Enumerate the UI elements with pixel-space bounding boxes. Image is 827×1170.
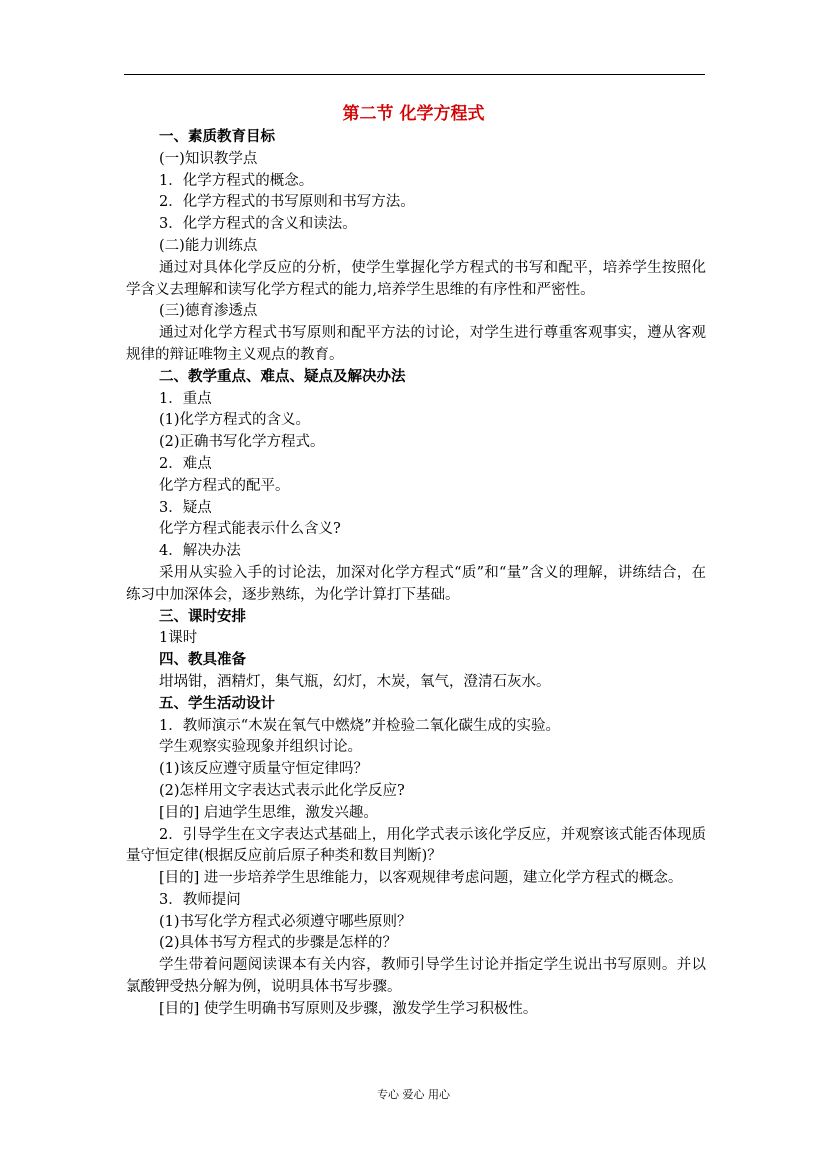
text-line: [目的] 使学生明确书写原则及步骤，激发学生学习积极性。 — [159, 1000, 538, 1017]
text-line: 3．教师提问 — [159, 891, 241, 908]
text-line: 坩埚钳，酒精灯，集气瓶，幻灯，木炭，氧气，澄清石灰水。 — [159, 673, 551, 690]
text-line: (2)具体书写方程式的步骤是怎样的？ — [159, 935, 398, 952]
text-line: 1课时 — [159, 630, 198, 647]
text-line: 化学方程式能表示什么含义? — [159, 521, 341, 538]
page-footer: 专心 爱心 用心 — [377, 1088, 450, 1101]
text-line: 3．化学方程式的含义和读法。 — [159, 216, 357, 233]
text-line: (1)化学方程式的含义。 — [159, 412, 311, 429]
text-line: 学生观察实验现象并组织讨论。 — [159, 739, 362, 756]
text-line: (二)能力训练点 — [159, 237, 258, 254]
text-line: 1．化学方程式的概念。 — [159, 172, 314, 189]
text-line: [目的] 启迪学生思维，激发兴趣。 — [159, 804, 378, 821]
text-line: (1)书写化学方程式必须遵守哪些原则？ — [159, 913, 412, 930]
text-line: 1．教师演示“木炭在氧气中燃烧”并检验二氧化碳生成的实验。 — [159, 717, 561, 734]
section-heading: 四、教具准备 — [159, 652, 246, 669]
section-heading: 二、教学重点、难点、疑点及解决办法 — [159, 368, 406, 385]
text-line: 学生带着问题阅读课本有关内容，教师引导学生讨论并指定学生说出书写原则。并以氯酸钾受热分解为例，说明具体书写步骤。 — [126, 957, 706, 996]
text-line: 2．难点 — [159, 455, 212, 472]
document-body — [126, 127, 706, 1021]
text-line: 通过对化学方程式书写原则和配平方法的讨论，对学生进行尊重客观事实，遵从客观规律的辩证唯物主义观点的教育。 — [126, 325, 706, 363]
text-line: (1)该反应遵守质量守恒定律吗？ — [159, 761, 369, 778]
text-line: 1．重点 — [159, 390, 212, 407]
text-line: 3．疑点 — [159, 499, 212, 516]
section-heading: 三、课时安排 — [159, 608, 246, 625]
header-rule — [124, 74, 705, 75]
text-line: 化学方程式的配平。 — [159, 477, 290, 494]
text-line: (三)德育渗透点 — [159, 303, 258, 320]
text-line: 采用从实验入手的讨论法，加深对化学方程式“质”和“量”含义的理解，讲练结合，在练习中加深体会，逐步熟练，为化学计算打下基础。 — [126, 564, 706, 603]
section-heading: 五、学生活动设计 — [159, 695, 275, 712]
text-line: 4．解决办法 — [159, 543, 241, 560]
text-line: 2．引导学生在文字表达式基础上，用化学式表示该化学反应，并观察该式能否体现质量守恒定律(根据反应前后原子种类和数目判断)？ — [126, 826, 706, 865]
text-line: [目的] 进一步培养学生思维能力，以客观规律考虑问题，建立化学方程式的概念。 — [159, 870, 683, 887]
text-line: (2)正确书写化学方程式。 — [159, 434, 325, 451]
text-line: 2．化学方程式的书写原则和书写方法。 — [159, 194, 415, 211]
text-line: (一)知识教学点 — [159, 150, 258, 167]
text-line: 通过对具体化学反应的分析，使学生掌握化学方程式的书写和配平，培养学生按照化学含义去理解和读写化学方程式的能力,培养学生思维的有序性和严密性。 — [126, 259, 706, 298]
section-heading: 一、素质教育目标 — [159, 129, 275, 145]
page-title: 第二节 化学方程式 — [342, 104, 485, 124]
text-line: (2)怎样用文字表达式表示此化学反应? — [159, 782, 405, 799]
